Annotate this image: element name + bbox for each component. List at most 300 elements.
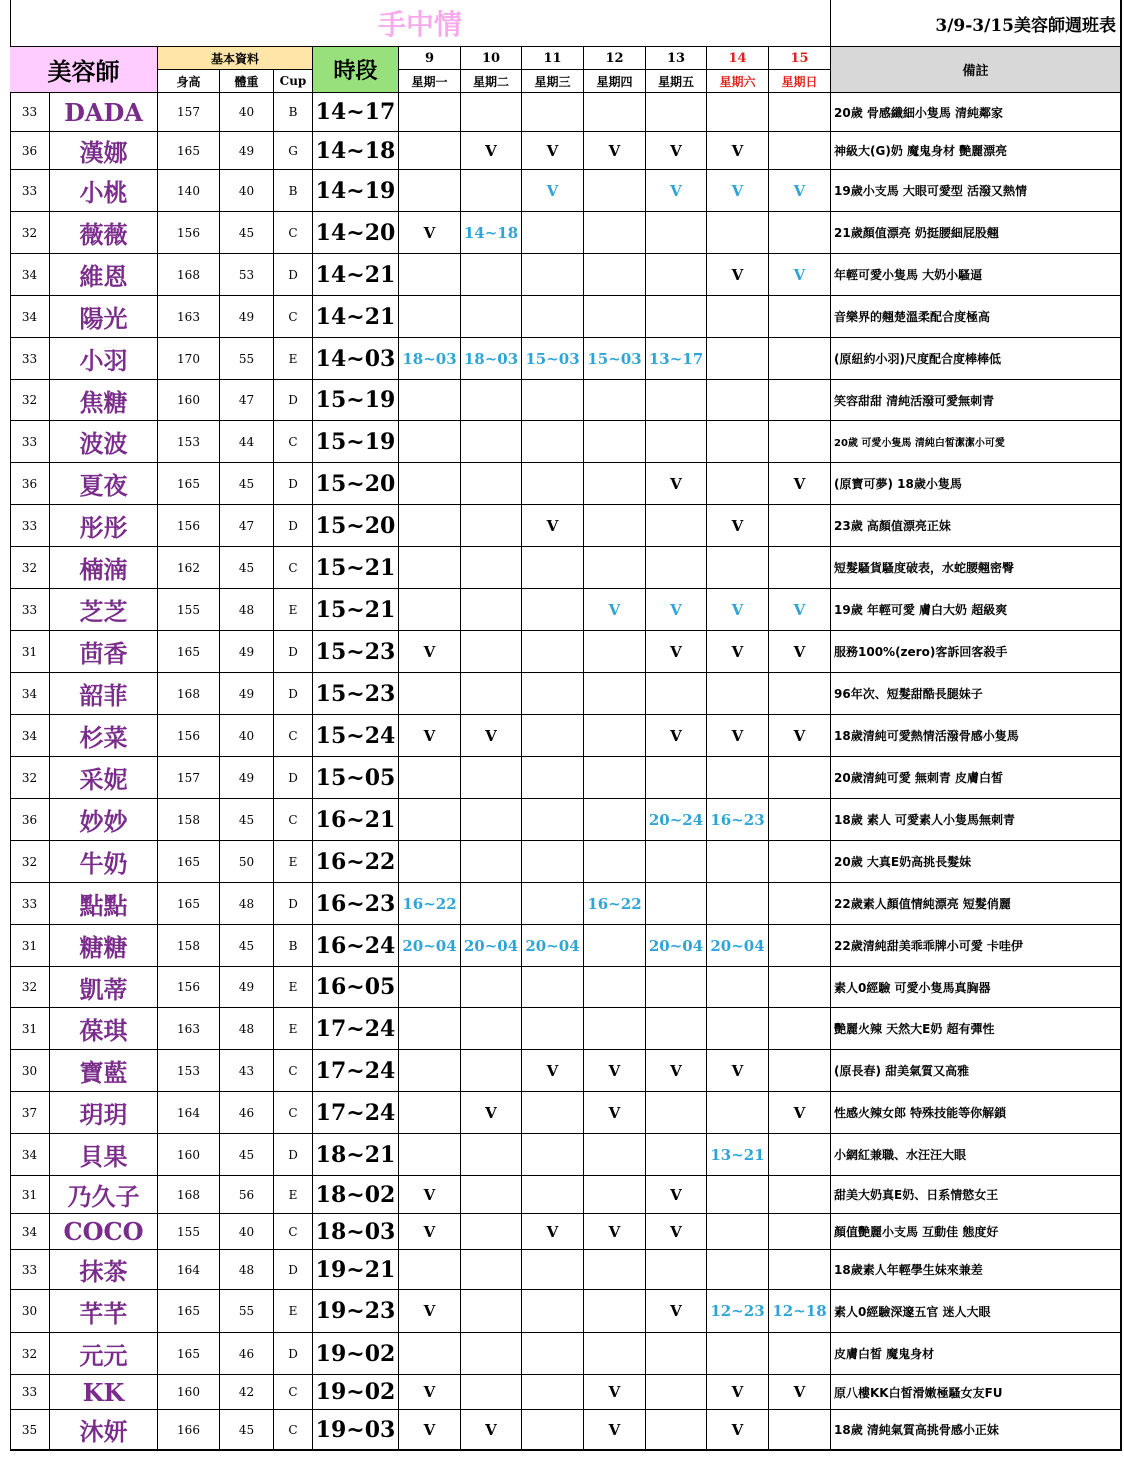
weight-cell: 50 — [220, 841, 274, 883]
schedule-cell: 20~04 — [399, 925, 461, 967]
schedule-cell — [461, 589, 522, 631]
schedule-cell: V — [584, 1214, 646, 1250]
schedule-cell — [461, 1134, 522, 1176]
schedule-cell: V — [646, 170, 707, 212]
weight-cell: 45 — [220, 1134, 274, 1176]
schedule-cell — [769, 1214, 831, 1250]
schedule-cell — [769, 1134, 831, 1176]
schedule-cell — [584, 673, 646, 715]
schedule-cell: V — [646, 631, 707, 673]
schedule-cell: V — [399, 1176, 461, 1214]
schedule-cell: V — [646, 1214, 707, 1250]
schedule-cell — [522, 967, 584, 1008]
schedule-cell: V — [522, 1214, 584, 1250]
weight-cell: 40 — [220, 170, 274, 212]
schedule-cell — [707, 93, 769, 132]
beautician-name: 波波 — [50, 421, 158, 463]
height-cell: 157 — [158, 93, 220, 132]
schedule-cell — [646, 1333, 707, 1375]
beautician-name: 葆琪 — [50, 1008, 158, 1050]
weight-cell: 45 — [220, 547, 274, 589]
schedule-cell — [769, 1050, 831, 1092]
beautician-name: 薇薇 — [50, 212, 158, 254]
schedule-cell — [522, 1092, 584, 1134]
schedule-cell — [584, 212, 646, 254]
schedule-cell — [707, 380, 769, 421]
schedule-cell — [707, 841, 769, 883]
time-period: 15~20 — [313, 463, 399, 505]
height-cell: 156 — [158, 212, 220, 254]
time-period: 16~22 — [313, 841, 399, 883]
schedule-cell: 16~22 — [584, 883, 646, 925]
cup-cell: E — [274, 1176, 313, 1214]
height-cell: 156 — [158, 505, 220, 547]
schedule-cell — [522, 841, 584, 883]
schedule-cell — [646, 212, 707, 254]
age-cell: 33 — [10, 1375, 50, 1410]
cup-cell: E — [274, 841, 313, 883]
header-date: 10 — [461, 47, 522, 70]
weight-cell: 46 — [220, 1092, 274, 1134]
schedule-cell — [584, 380, 646, 421]
schedule-cell: 20~04 — [522, 925, 584, 967]
schedule-cell: V — [646, 1050, 707, 1092]
note-cell: 顏值艷麗小支馬 互動佳 態度好 — [831, 1214, 1121, 1250]
header-date: 14 — [707, 47, 769, 70]
schedule-cell: 20~04 — [646, 925, 707, 967]
weight-cell: 49 — [220, 631, 274, 673]
header-day: 星期三 — [522, 70, 584, 93]
schedule-cell — [522, 799, 584, 841]
weight-cell: 40 — [220, 715, 274, 757]
cup-cell: C — [274, 1092, 313, 1134]
schedule-cell — [584, 1290, 646, 1333]
height-cell: 164 — [158, 1250, 220, 1290]
schedule-cell: 15~03 — [522, 338, 584, 380]
schedule-cell — [646, 380, 707, 421]
note-cell: 神級大(G)奶 魔鬼身材 艷麗漂亮 — [831, 132, 1121, 170]
schedule-cell — [522, 1134, 584, 1176]
schedule-cell: V — [522, 505, 584, 547]
header-day: 星期一 — [399, 70, 461, 93]
height-cell: 164 — [158, 1092, 220, 1134]
schedule-cell: V — [769, 1375, 831, 1410]
schedule-cell — [707, 212, 769, 254]
schedule-cell — [769, 1333, 831, 1375]
header-weight: 體重 — [220, 70, 274, 93]
weight-cell: 49 — [220, 757, 274, 799]
height-cell: 160 — [158, 380, 220, 421]
note-cell: 年輕可愛小隻馬 大奶小騷逼 — [831, 254, 1121, 296]
header-day: 星期四 — [584, 70, 646, 93]
weight-cell: 55 — [220, 1290, 274, 1333]
weight-cell: 42 — [220, 1375, 274, 1410]
schedule-cell: 14~18 — [461, 212, 522, 254]
time-period: 16~24 — [313, 925, 399, 967]
note-cell: (原紐約小羽)尺度配合度棒棒低 — [831, 338, 1121, 380]
schedule-cell — [769, 1008, 831, 1050]
cup-cell: D — [274, 673, 313, 715]
schedule-cell — [707, 463, 769, 505]
schedule-cell — [646, 296, 707, 338]
schedule-cell — [522, 296, 584, 338]
age-cell: 34 — [10, 1134, 50, 1176]
cup-cell: C — [274, 212, 313, 254]
height-cell: 153 — [158, 421, 220, 463]
schedule-cell — [461, 1214, 522, 1250]
schedule-cell — [584, 1176, 646, 1214]
schedule-cell — [769, 1410, 831, 1450]
schedule-cell: V — [461, 1092, 522, 1134]
schedule-cell — [646, 1410, 707, 1450]
note-cell: 21歲顏值漂亮 奶挺腰細屁股翹 — [831, 212, 1121, 254]
schedule-cell: V — [399, 1375, 461, 1410]
time-period: 16~05 — [313, 967, 399, 1008]
beautician-name: 牛奶 — [50, 841, 158, 883]
note-cell: 性感火辣女郎 特殊技能等你解鎖 — [831, 1092, 1121, 1134]
height-cell: 155 — [158, 589, 220, 631]
header-period: 時段 — [313, 47, 399, 93]
cup-cell: D — [274, 1134, 313, 1176]
schedule-cell — [584, 757, 646, 799]
height-cell: 165 — [158, 132, 220, 170]
cup-cell: D — [274, 631, 313, 673]
time-period: 18~03 — [313, 1214, 399, 1250]
height-cell: 156 — [158, 715, 220, 757]
note-cell: 22歲清純甜美乖乖牌小可愛 卡哇伊 — [831, 925, 1121, 967]
schedule-cell: 15~03 — [584, 338, 646, 380]
schedule-cell — [584, 1134, 646, 1176]
beautician-name: 抹茶 — [50, 1250, 158, 1290]
age-cell: 37 — [10, 1092, 50, 1134]
beautician-name: 點點 — [50, 883, 158, 925]
header-day: 星期二 — [461, 70, 522, 93]
note-cell: 音樂界的翹楚溫柔配合度極高 — [831, 296, 1121, 338]
header-date: 12 — [584, 47, 646, 70]
header-beautician: 美容師 — [10, 47, 158, 93]
schedule-cell: V — [707, 715, 769, 757]
schedule-cell — [769, 883, 831, 925]
schedule-cell: V — [584, 1050, 646, 1092]
age-cell: 33 — [10, 1250, 50, 1290]
beautician-name: 芊芊 — [50, 1290, 158, 1333]
schedule-cell — [769, 841, 831, 883]
schedule-cell — [584, 505, 646, 547]
cup-cell: C — [274, 799, 313, 841]
schedule-cell — [399, 589, 461, 631]
note-cell: 96年次、短髮甜酷長腿妹子 — [831, 673, 1121, 715]
schedule-cell — [522, 1410, 584, 1450]
note-cell: 19歲 年輕可愛 膚白大奶 超級爽 — [831, 589, 1121, 631]
height-cell: 157 — [158, 757, 220, 799]
height-cell: 170 — [158, 338, 220, 380]
age-cell: 33 — [10, 883, 50, 925]
schedule-cell — [461, 296, 522, 338]
schedule-cell: V — [707, 254, 769, 296]
age-cell: 32 — [10, 547, 50, 589]
schedule-cell — [769, 757, 831, 799]
schedule-cell — [584, 421, 646, 463]
note-cell: 素人0經驗 可愛小隻馬真胸器 — [831, 967, 1121, 1008]
height-cell: 165 — [158, 1290, 220, 1333]
weight-cell: 49 — [220, 296, 274, 338]
schedule-cell — [399, 841, 461, 883]
schedule-cell — [584, 715, 646, 757]
height-cell: 168 — [158, 254, 220, 296]
schedule-cell — [399, 254, 461, 296]
schedule-cell — [584, 631, 646, 673]
schedule-cell — [522, 421, 584, 463]
schedule-cell — [769, 212, 831, 254]
weight-cell: 44 — [220, 421, 274, 463]
beautician-name: 貝果 — [50, 1134, 158, 1176]
beautician-name: 凱蒂 — [50, 967, 158, 1008]
cup-cell: D — [274, 463, 313, 505]
note-cell: (原長春) 甜美氣質又高雅 — [831, 1050, 1121, 1092]
header-date: 9 — [399, 47, 461, 70]
cup-cell: C — [274, 421, 313, 463]
schedule-cell: 18~03 — [461, 338, 522, 380]
time-period: 16~21 — [313, 799, 399, 841]
beautician-name: 杉菜 — [50, 715, 158, 757]
schedule-cell — [707, 673, 769, 715]
schedule-cell: V — [399, 1410, 461, 1450]
schedule-cell — [707, 883, 769, 925]
schedule-cell — [461, 841, 522, 883]
age-cell: 31 — [10, 1008, 50, 1050]
schedule-cell — [461, 170, 522, 212]
schedule-cell: 18~03 — [399, 338, 461, 380]
note-cell: 19歲小支馬 大眼可愛型 活潑又熱情 — [831, 170, 1121, 212]
beautician-name: 焦糖 — [50, 380, 158, 421]
height-cell: 160 — [158, 1134, 220, 1176]
schedule-cell: V — [399, 212, 461, 254]
cup-cell: D — [274, 1250, 313, 1290]
time-period: 19~02 — [313, 1333, 399, 1375]
height-cell: 166 — [158, 1410, 220, 1450]
schedule-cell — [646, 547, 707, 589]
schedule-cell — [707, 1092, 769, 1134]
schedule-cell — [707, 1250, 769, 1290]
schedule-cell — [399, 1008, 461, 1050]
schedule-cell: V — [461, 715, 522, 757]
schedule-cell — [584, 1008, 646, 1050]
header-notes: 備註 — [831, 47, 1121, 93]
weight-cell: 49 — [220, 132, 274, 170]
schedule-cell — [646, 421, 707, 463]
header-day: 星期日 — [769, 70, 831, 93]
beautician-name: 小羽 — [50, 338, 158, 380]
note-cell: 素人0經驗深邃五官 迷人大眼 — [831, 1290, 1121, 1333]
schedule-cell: 20~24 — [646, 799, 707, 841]
schedule-cell — [399, 1134, 461, 1176]
beautician-name: 妙妙 — [50, 799, 158, 841]
schedule-cell — [399, 1250, 461, 1290]
cup-cell: D — [274, 883, 313, 925]
schedule-cell — [769, 505, 831, 547]
age-cell: 32 — [10, 841, 50, 883]
height-cell: 163 — [158, 1008, 220, 1050]
time-period: 15~05 — [313, 757, 399, 799]
schedule-cell: V — [584, 132, 646, 170]
cup-cell: C — [274, 547, 313, 589]
schedule-cell: V — [399, 1214, 461, 1250]
schedule-cell — [399, 673, 461, 715]
schedule-cell: V — [399, 715, 461, 757]
age-cell: 35 — [10, 1410, 50, 1450]
schedule-cell — [646, 883, 707, 925]
schedule-cell — [707, 296, 769, 338]
schedule-cell — [769, 338, 831, 380]
time-period: 18~21 — [313, 1134, 399, 1176]
schedule-cell — [584, 170, 646, 212]
beautician-name: 彤彤 — [50, 505, 158, 547]
cup-cell: D — [274, 254, 313, 296]
weight-cell: 48 — [220, 883, 274, 925]
note-cell: 皮膚白皙 魔鬼身材 — [831, 1333, 1121, 1375]
time-period: 14~21 — [313, 254, 399, 296]
cup-cell: D — [274, 380, 313, 421]
time-period: 19~03 — [313, 1410, 399, 1450]
schedule-cell: 20~04 — [461, 925, 522, 967]
weight-cell: 45 — [220, 463, 274, 505]
age-cell: 32 — [10, 1333, 50, 1375]
schedule-cell — [399, 132, 461, 170]
height-cell: 168 — [158, 673, 220, 715]
schedule-cell — [584, 547, 646, 589]
schedule-cell: 12~18 — [769, 1290, 831, 1333]
weight-cell: 45 — [220, 212, 274, 254]
weight-cell: 45 — [220, 1410, 274, 1450]
schedule-cell — [646, 967, 707, 1008]
age-cell: 32 — [10, 967, 50, 1008]
age-cell: 30 — [10, 1290, 50, 1333]
cup-cell: G — [274, 132, 313, 170]
weight-cell: 48 — [220, 1008, 274, 1050]
age-cell: 33 — [10, 505, 50, 547]
schedule-cell — [461, 93, 522, 132]
note-cell: 23歲 高顏值漂亮正妹 — [831, 505, 1121, 547]
schedule-cell — [584, 967, 646, 1008]
beautician-name: 采妮 — [50, 757, 158, 799]
schedule-cell — [707, 1008, 769, 1050]
schedule-cell — [461, 757, 522, 799]
weight-cell: 56 — [220, 1176, 274, 1214]
cup-cell: E — [274, 589, 313, 631]
weight-cell: 45 — [220, 799, 274, 841]
beautician-name: 茴香 — [50, 631, 158, 673]
header-day: 星期五 — [646, 70, 707, 93]
cup-cell: B — [274, 170, 313, 212]
height-cell: 163 — [158, 296, 220, 338]
schedule-cell: V — [399, 1290, 461, 1333]
schedule-cell — [769, 799, 831, 841]
schedule-cell: V — [522, 132, 584, 170]
schedule-cell — [584, 254, 646, 296]
schedule-cell — [399, 296, 461, 338]
schedule-cell — [769, 296, 831, 338]
age-cell: 33 — [10, 338, 50, 380]
header-basic-info: 基本資料 — [158, 47, 313, 70]
cup-cell: D — [274, 1333, 313, 1375]
schedule-cell — [461, 1250, 522, 1290]
schedule-cell — [769, 380, 831, 421]
schedule-cell: 13~17 — [646, 338, 707, 380]
beautician-name: 夏夜 — [50, 463, 158, 505]
note-cell: 甜美大奶真E奶、日系情慾女王 — [831, 1176, 1121, 1214]
schedule-cell — [461, 1008, 522, 1050]
weight-cell: 47 — [220, 505, 274, 547]
age-cell: 33 — [10, 589, 50, 631]
beautician-name: 漢娜 — [50, 132, 158, 170]
schedule-cell — [646, 673, 707, 715]
schedule-cell — [522, 1176, 584, 1214]
schedule-cell: V — [522, 1050, 584, 1092]
time-period: 15~20 — [313, 505, 399, 547]
schedule-cell — [399, 93, 461, 132]
age-cell: 33 — [10, 93, 50, 132]
note-cell: 原八樓KK白皙滑嫩極騷女友FU — [831, 1375, 1121, 1410]
note-cell: 小網紅兼職、水汪汪大眼 — [831, 1134, 1121, 1176]
schedule-cell — [522, 212, 584, 254]
schedule-cell — [707, 1214, 769, 1250]
schedule-cell — [584, 1250, 646, 1290]
schedule-cell — [707, 338, 769, 380]
height-cell: 153 — [158, 1050, 220, 1092]
schedule-cell — [522, 1333, 584, 1375]
beautician-name: COCO — [50, 1214, 158, 1250]
time-period: 17~24 — [313, 1092, 399, 1134]
schedule-cell: V — [769, 463, 831, 505]
time-period: 15~19 — [313, 421, 399, 463]
weight-cell: 49 — [220, 673, 274, 715]
note-cell: 20歲 大真E奶高挑長髮妹 — [831, 841, 1121, 883]
height-cell: 168 — [158, 1176, 220, 1214]
height-cell: 165 — [158, 631, 220, 673]
beautician-name: 沐妍 — [50, 1410, 158, 1450]
schedule-cell — [461, 463, 522, 505]
schedule-cell: V — [707, 132, 769, 170]
cup-cell: C — [274, 1214, 313, 1250]
time-period: 14~19 — [313, 170, 399, 212]
beautician-name: 韶菲 — [50, 673, 158, 715]
schedule-cell — [399, 1050, 461, 1092]
weight-cell: 47 — [220, 380, 274, 421]
note-cell: 18歲素人年輕學生妹來兼差 — [831, 1250, 1121, 1290]
height-cell: 155 — [158, 1214, 220, 1250]
header-cup: Cup — [274, 70, 313, 93]
age-cell: 34 — [10, 715, 50, 757]
schedule-cell — [522, 1250, 584, 1290]
time-period: 15~19 — [313, 380, 399, 421]
schedule-cell — [646, 757, 707, 799]
beautician-name: 楠湳 — [50, 547, 158, 589]
schedule-cell — [522, 1375, 584, 1410]
schedule-cell: V — [522, 170, 584, 212]
schedule-cell: V — [707, 589, 769, 631]
schedule-cell — [461, 1050, 522, 1092]
schedule-cell — [769, 132, 831, 170]
age-cell: 36 — [10, 463, 50, 505]
schedule-cell — [769, 925, 831, 967]
schedule-cell: V — [707, 1050, 769, 1092]
cup-cell: B — [274, 925, 313, 967]
note-cell: 22歲素人顏值情純漂亮 短髮俏麗 — [831, 883, 1121, 925]
schedule-cell: V — [584, 1375, 646, 1410]
schedule-cell: V — [707, 631, 769, 673]
height-cell: 158 — [158, 925, 220, 967]
schedule-cell — [461, 883, 522, 925]
